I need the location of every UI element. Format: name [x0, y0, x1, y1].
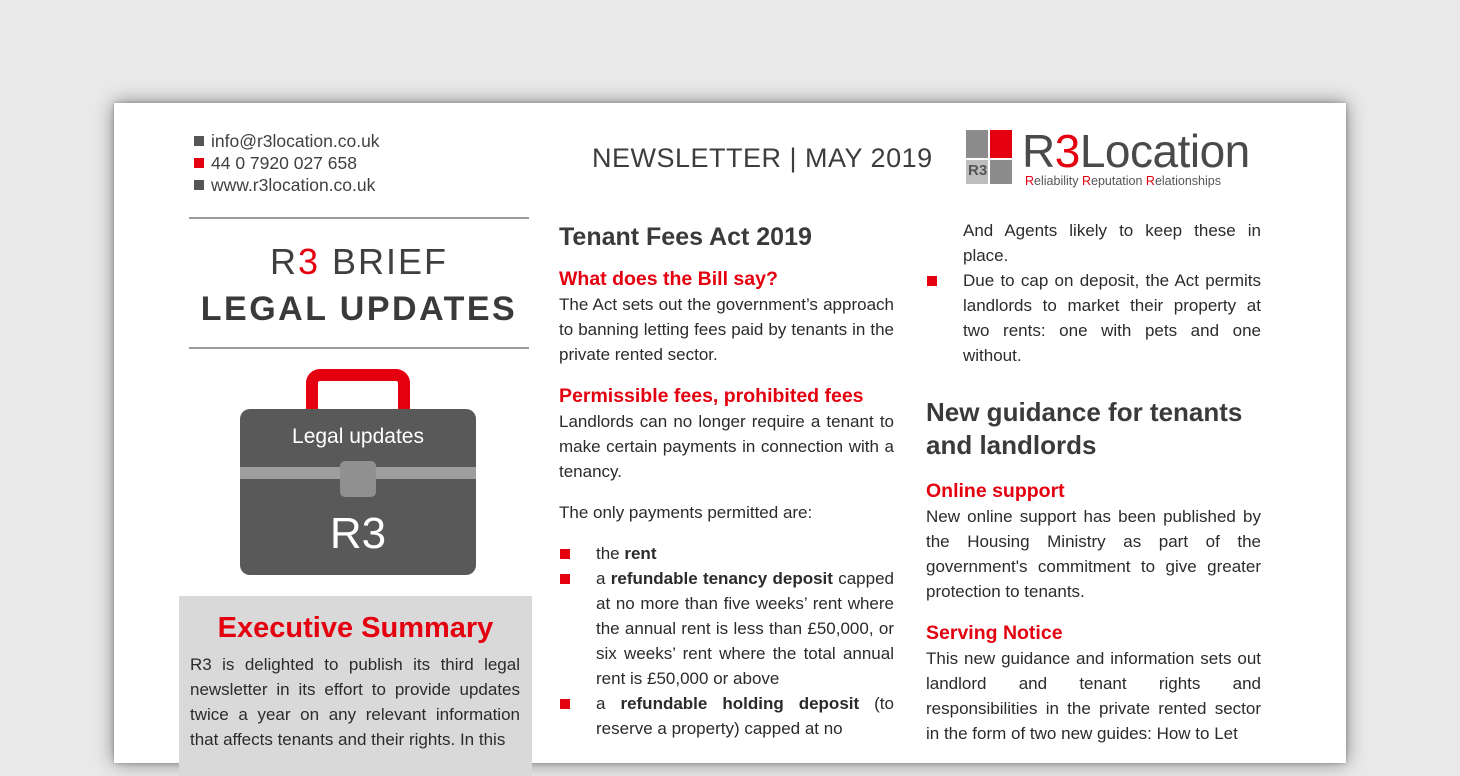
middle-column: [559, 221, 894, 741]
list-item-continued: And Agents likely to keep these in place.: [963, 221, 1261, 265]
briefcase-label: Legal updates: [292, 425, 424, 448]
contact-block: [194, 130, 380, 196]
briefcase-clasp: [340, 461, 376, 497]
square-bullet-icon: [560, 699, 570, 709]
logo-block: [966, 130, 988, 158]
subheading-online-support: Online support: [926, 480, 1065, 502]
square-bullet-icon: [194, 158, 204, 168]
r3location-logo: [966, 125, 1266, 190]
paragraph-serving-notice: This new guidance and information sets out landlord and tenant rights and responsibilities in the private rented sector in the form of two new guides: How to Let: [926, 649, 1261, 743]
guidance-heading: New guidance for tenants and landlords: [926, 397, 1243, 460]
briefcase-r3: R3: [329, 509, 387, 558]
list-item: a refundable holding deposit (to reserve a property) capped at no: [559, 691, 894, 741]
square-bullet-icon: [560, 574, 570, 584]
paragraph-online-support: New online support has been published by the Housing Ministry as part of the government's commitment to give greater protection to tenants.: [926, 507, 1261, 601]
paragraph-fees: Landlords can no longer require a tenant to make certain payments in connection with a tenancy.: [559, 412, 894, 481]
website-text[interactable]: www.r3location.co.uk: [211, 175, 376, 195]
pets-list: [926, 218, 1261, 368]
divider: [189, 347, 529, 349]
subheading-bill: What does the Bill say?: [559, 268, 778, 290]
logo-wordmark: R3Location: [1022, 125, 1250, 177]
contact-email: [194, 130, 380, 152]
contact-phone: [194, 152, 380, 174]
tenant-fees-heading: Tenant Fees Act 2019: [559, 223, 812, 251]
square-bullet-icon: [927, 276, 937, 286]
logo-mark-text: R3: [968, 162, 988, 179]
paragraph-permitted: The only payments permitted are:: [559, 503, 813, 522]
square-bullet-icon: [194, 136, 204, 146]
subheading-fees: Permissible fees, prohibited fees: [559, 385, 864, 407]
paragraph-bill: The Act sets out the government’s approach to banning letting fees paid by tenants in the private rented sector.: [559, 295, 894, 364]
list-item: a refundable tenancy deposit capped at no more than five weeks’ rent where the annual rent is less than £50,000, or six weeks’ rent where the total annual rent is £50,000 or above: [559, 566, 894, 691]
executive-summary-title: Executive Summary: [217, 612, 494, 644]
contact-web: [194, 174, 380, 196]
executive-summary: [179, 596, 532, 776]
subheading-serving-notice: Serving Notice: [926, 622, 1063, 644]
phone-text: 44 0 7920 027 658: [211, 153, 357, 173]
list-item: the rent: [559, 541, 894, 566]
list-item: Due to cap on deposit, the Act permits landlords to market their property at two rents: one with pets and one without.: [926, 268, 1261, 368]
briefcase-icon: [240, 369, 476, 575]
square-bullet-icon: [560, 549, 570, 559]
brief-title: R3 BRIEF: [269, 241, 449, 282]
email-text[interactable]: info@r3location.co.uk: [211, 131, 380, 151]
newsletter-title: NEWSLETTER | MAY 2019: [592, 143, 933, 173]
executive-summary-text: R3 is delighted to publish its third legal newsletter in its effort to provide updates twice a year on any relevant information that affects tenants and their rights. In this: [190, 655, 520, 749]
legal-updates-title: LEGAL UPDATES: [200, 290, 518, 328]
divider: [189, 217, 529, 219]
square-bullet-icon: [194, 180, 204, 190]
logo-block: [990, 130, 1012, 158]
right-column: [926, 218, 1261, 746]
newsletter-page: [114, 103, 1346, 763]
logo-tagline: Reliability Reputation Relationships: [1025, 174, 1221, 188]
logo-block: [990, 160, 1012, 184]
permitted-payments-list: [559, 541, 894, 741]
